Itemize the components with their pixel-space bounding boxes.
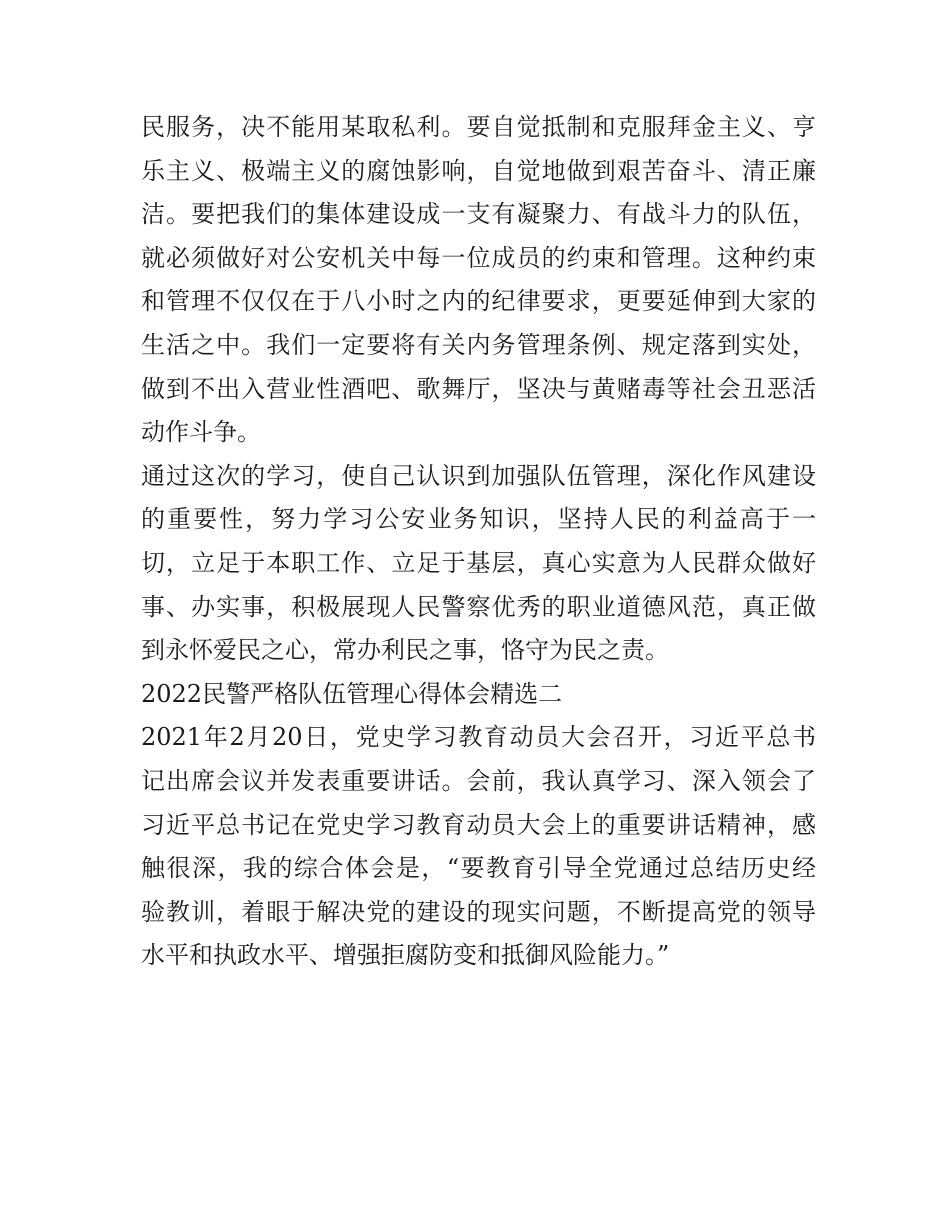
text-line: 事、办实事，积极展现人民警察优秀的职业道德风范，真正做 bbox=[141, 592, 816, 621]
text-line: 乐主义、极端主义的腐蚀影响，自觉地做到艰苦奋斗、清正廉 bbox=[141, 156, 816, 185]
text-line: 触很深，我的综合体会是，“要教育引导全党通过总结历史经 bbox=[141, 854, 816, 883]
text-line: 通过这次的学习，使自己认识到加强队伍管理，深化作风建设 bbox=[141, 461, 816, 490]
text-line: 的重要性，努力学习公安业务知识，坚持人民的利益高于一 bbox=[141, 505, 816, 534]
section-heading: 2022民警严格队伍管理心得体会精选二 bbox=[141, 679, 563, 708]
text-line: 验教训，着眼于解决党的建设的现实问题，不断提高党的领导 bbox=[141, 897, 816, 926]
text-line: 2021年2月20日，党史学习教育动员大会召开，习近平总书 bbox=[141, 723, 816, 752]
text-line: 和管理不仅仅在于八小时之内的纪律要求，更要延伸到大家的 bbox=[141, 287, 816, 316]
text-line: 习近平总书记在党史学习教育动员大会上的重要讲话精神，感 bbox=[141, 810, 816, 839]
text-line: 生活之中。我们一定要将有关内务管理条例、规定落到实处， bbox=[141, 330, 816, 359]
text-line: 动作斗争。 bbox=[141, 418, 261, 447]
text-line: 到永怀爱民之心，常办利民之事，恪守为民之责。 bbox=[141, 636, 669, 665]
text-line: 水平和执政水平、增强拒腐防变和抵御风险能力。” bbox=[141, 941, 670, 970]
text-line: 做到不出入营业性酒吧、歌舞厅，坚决与黄赌毒等社会丑恶活 bbox=[141, 374, 816, 403]
text-line: 切，立足于本职工作、立足于基层，真心实意为人民群众做好 bbox=[141, 548, 816, 577]
text-line: 就必须做好对公安机关中每一位成员的约束和管理。这种约束 bbox=[141, 243, 816, 272]
text-line: 洁。要把我们的集体建设成一支有凝聚力、有战斗力的队伍， bbox=[141, 200, 816, 229]
text-line: 民服务，决不能用某取私利。要自觉抵制和克服拜金主义、亨 bbox=[141, 113, 816, 141]
text-line: 记出席会议并发表重要讲话。会前，我认真学习、深入领会了 bbox=[141, 766, 816, 795]
document-body bbox=[141, 106, 816, 978]
